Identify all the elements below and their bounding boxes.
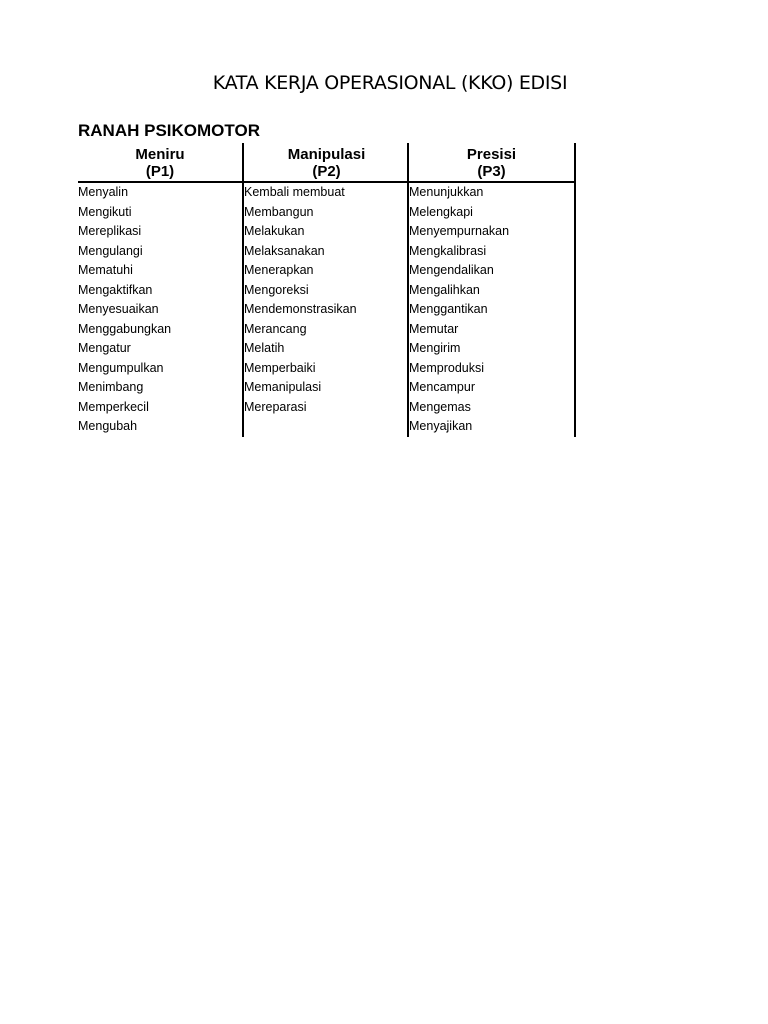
- verb-item: Mengendalikan: [409, 263, 494, 277]
- column-p2: [242, 143, 409, 437]
- verb-item: Mengubah: [78, 419, 138, 433]
- kko-table: [78, 143, 573, 437]
- column-header-p1: [78, 143, 242, 183]
- verb-item: Melengkapi: [409, 204, 473, 219]
- column-p3: [407, 143, 576, 437]
- column-header-p2: [244, 143, 409, 183]
- verb-item: Menyesuaikan: [78, 302, 159, 316]
- verb-item: Menggantikan: [409, 302, 488, 316]
- verb-item: Mencampur: [409, 380, 475, 394]
- column-name: Meniru: [135, 146, 185, 163]
- verb-item: Melakukan: [244, 224, 305, 238]
- verb-item: Mengulangi: [78, 243, 143, 258]
- verb-item: Memperkecil: [78, 399, 149, 414]
- verb-item: Memanipulasi: [244, 380, 322, 394]
- verb-item: Membangun: [244, 204, 314, 219]
- column-p1: [78, 143, 242, 437]
- verb-item: Menunjukkan: [409, 185, 484, 199]
- verb-item: Mengumpulkan: [78, 360, 164, 375]
- verb-item: Mengikuti: [78, 204, 132, 219]
- verb-item: Memutar: [409, 321, 459, 336]
- verb-list: [78, 183, 242, 437]
- column-code: (P2): [312, 163, 341, 180]
- column-name: Presisi: [466, 146, 517, 163]
- verb-item: Mengemas: [409, 399, 471, 414]
- column-name: Manipulasi: [287, 146, 366, 163]
- verb-item: Mengkalibrasi: [409, 243, 487, 258]
- verb-item: Merancang: [244, 321, 307, 336]
- verb-item: Memproduksi: [409, 360, 485, 375]
- verb-item: Menyempurnakan: [409, 224, 510, 238]
- verb-item: Mereparasi: [244, 399, 307, 414]
- document-title: KATA KERJA OPERASIONAL (KKO) EDISI: [212, 72, 568, 94]
- verb-item: Menimbang: [78, 380, 144, 394]
- verb-item: Kembali membuat: [244, 185, 345, 199]
- verb-list: [244, 183, 409, 417]
- verb-list: [409, 183, 574, 437]
- column-header-p3: [409, 143, 574, 183]
- verb-item: Mereplikasi: [78, 224, 142, 238]
- verb-item: Mengaktifkan: [78, 282, 153, 297]
- verb-item: Menerapkan: [244, 263, 314, 277]
- verb-item: Melaksanakan: [244, 243, 325, 258]
- verb-item: Menyajikan: [409, 419, 473, 433]
- column-code: (P3): [477, 163, 506, 180]
- verb-item: Menyalin: [78, 185, 129, 199]
- verb-item: Memperbaiki: [244, 360, 316, 375]
- verb-item: Mengoreksi: [244, 282, 309, 297]
- verb-item: Mendemonstrasikan: [244, 302, 357, 316]
- verb-item: Mengirim: [409, 341, 461, 355]
- column-code: (P1): [145, 163, 175, 180]
- verb-item: Menggabungkan: [78, 321, 172, 336]
- verb-item: Mengatur: [78, 341, 131, 355]
- verb-item: Melatih: [244, 341, 285, 355]
- section-title: RANAH PSIKOMOTOR: [78, 121, 260, 140]
- verb-item: Mematuhi: [78, 263, 133, 277]
- verb-item: Mengalihkan: [409, 282, 480, 297]
